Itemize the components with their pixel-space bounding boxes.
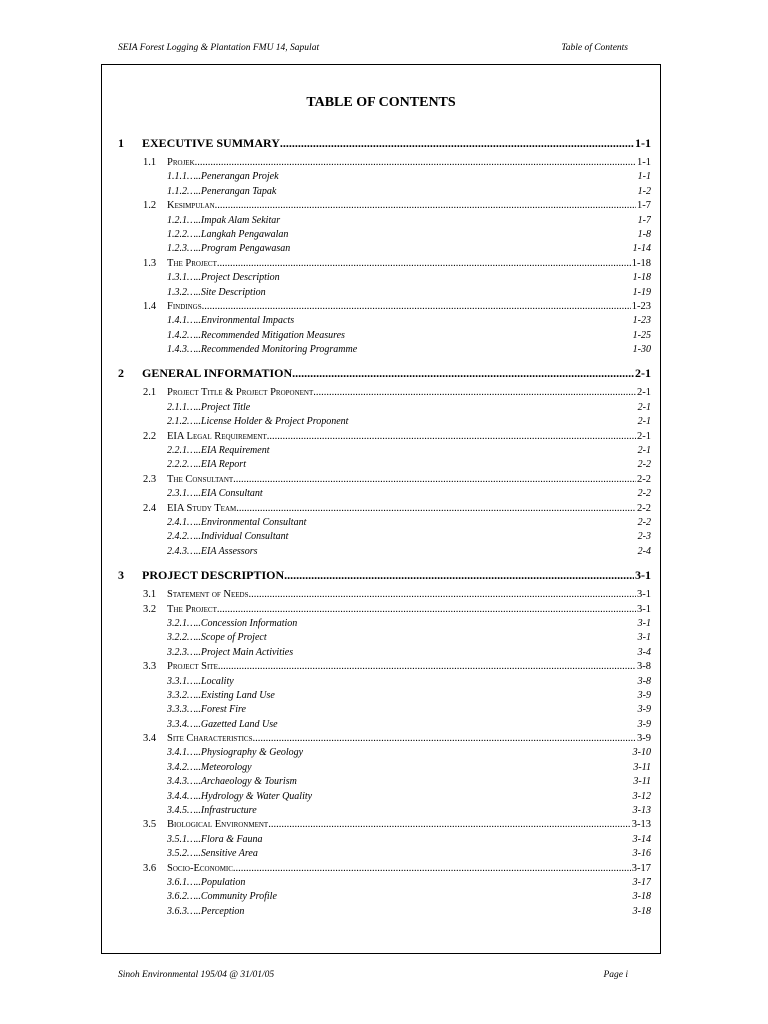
subsection-title: EIA Study Team: [167, 502, 237, 514]
subsection-number: 3.6: [143, 862, 157, 874]
item-title: 3.2.2…..Scope of Project: [167, 632, 267, 644]
item-title: 3.4.4…..Hydrology & Water Quality: [167, 790, 313, 802]
item-page: 3-9: [637, 718, 651, 730]
toc-item[interactable]: [118, 746, 651, 760]
page-footer: [118, 970, 628, 984]
section-number: 1: [118, 136, 124, 150]
toc-item[interactable]: [118, 847, 651, 861]
item-page: 1-18: [632, 272, 651, 284]
toc-subsection-2-1[interactable]: [118, 386, 651, 400]
subsection-page: 1-1: [637, 157, 651, 168]
dot-leader: [249, 588, 637, 602]
table-of-contents: [118, 133, 651, 919]
toc-subsection-3-2[interactable]: [118, 603, 651, 617]
item-title: 1.1.1…..Penerangan Projek: [167, 171, 279, 183]
toc-item[interactable]: [118, 401, 651, 415]
toc-item[interactable]: [118, 890, 651, 904]
subsection-page: 3-1: [637, 603, 651, 615]
header-document-title: SEIA Forest Logging & Plantation FMU 14, Sapulat: [118, 43, 320, 53]
toc-subsection-2-2[interactable]: [118, 430, 651, 444]
toc-item[interactable]: [118, 689, 651, 703]
subsection-title: The Project: [167, 257, 217, 269]
item-page: 2-1: [637, 416, 651, 428]
toc-title: TABLE OF CONTENTS: [306, 95, 456, 110]
subsection-number: 1.1: [143, 157, 157, 168]
item-title: 2.4.2…..Individual Consultant: [167, 531, 289, 543]
subsection-page: 1-23: [631, 300, 651, 312]
item-title: 2.4.1…..Environmental Consultant: [167, 516, 307, 528]
subsection-page: 3-1: [637, 589, 651, 601]
item-page: 1-14: [632, 243, 651, 255]
subsection-page: 3-9: [637, 733, 651, 745]
item-page: 3-11: [633, 776, 651, 788]
dot-leader: [233, 473, 636, 487]
item-title: 3.4.2…..Meteorology: [167, 761, 252, 773]
header-section-name: Table of Contents: [561, 43, 628, 53]
toc-item[interactable]: [118, 761, 651, 775]
dot-leader: [195, 156, 636, 170]
item-page: 2-1: [637, 445, 651, 457]
subsection-page: 3-13: [631, 819, 651, 831]
subsection-page: 3-8: [637, 661, 651, 673]
item-title: 3.4.3…..Archaeology & Tourism: [167, 776, 297, 788]
subsection-number: 3.1: [143, 589, 157, 601]
item-title: 2.1.2…..License Holder & Project Proponent: [167, 416, 349, 428]
dot-leader: [233, 862, 631, 876]
toc-item[interactable]: [118, 343, 651, 357]
toc-subsection-3-6[interactable]: [118, 862, 651, 876]
subsection-number: 2.2: [143, 430, 157, 442]
item-title: 1.4.1…..Environmental Impacts: [167, 315, 295, 327]
item-title: 3.3.1…..Locality: [167, 675, 234, 687]
item-page: 1-8: [637, 228, 651, 240]
subsection-number: 3.5: [143, 819, 157, 831]
toc-subsection-1-3[interactable]: [118, 257, 651, 271]
item-page: 3-12: [632, 790, 651, 802]
section-number: 3: [118, 568, 124, 583]
toc-subsection-3-4[interactable]: [118, 732, 651, 746]
item-title: 3.3.4…..Gazetted Land Use: [167, 718, 278, 730]
toc-item[interactable]: [118, 833, 651, 847]
toc-item[interactable]: [118, 790, 651, 804]
item-title: 2.2.2…..EIA Report: [167, 459, 246, 471]
toc-item[interactable]: [118, 170, 651, 184]
toc-item[interactable]: [118, 718, 651, 732]
subsection-title: Findings: [167, 300, 202, 312]
item-page: 2-3: [637, 531, 651, 543]
item-page: 1-7: [637, 214, 651, 226]
item-title: 3.4.5…..Infrastructure: [167, 805, 257, 817]
footer-reference: Sinoh Environmental 195/04 @ 31/01/05: [118, 970, 275, 980]
subsection-title: Projek: [167, 157, 195, 168]
item-title: 3.2.3…..Project Main Activities: [167, 646, 294, 658]
section-page: 3-1: [635, 568, 651, 583]
subsection-number: 1.2: [143, 200, 157, 212]
dot-leader: [267, 430, 636, 444]
section-page: 2-1: [635, 366, 651, 381]
toc-subsection-1-4[interactable]: [118, 300, 651, 314]
item-title: 2.3.1…..EIA Consultant: [167, 488, 263, 500]
toc-item[interactable]: [118, 617, 651, 631]
subsection-page: 2-1: [637, 387, 651, 399]
item-title: 3.5.2…..Sensitive Area: [167, 848, 258, 860]
item-page: 3-1: [637, 632, 651, 644]
toc-item[interactable]: [118, 228, 651, 242]
toc-item[interactable]: [118, 415, 651, 429]
item-page: 3-8: [637, 675, 651, 687]
subsection-title: EIA Legal Requirement: [167, 430, 267, 442]
subsection-title: Socio-Economic: [167, 862, 233, 874]
item-page: 1-30: [632, 344, 651, 356]
item-page: 3-17: [632, 876, 651, 888]
dot-leader: [217, 603, 636, 617]
item-title: 3.6.3…..Perception: [167, 905, 245, 917]
toc-item[interactable]: [118, 646, 651, 660]
page-header: [118, 43, 628, 57]
toc-item[interactable]: [118, 775, 651, 789]
toc-section-3[interactable]: [118, 567, 651, 583]
toc-subsection-2-4[interactable]: [118, 502, 651, 516]
toc-item[interactable]: [118, 458, 651, 472]
section-title: EXECUTIVE SUMMARY: [142, 136, 280, 150]
subsection-page: 1-18: [631, 257, 651, 269]
item-page: 3-4: [637, 646, 651, 658]
toc-item[interactable]: [118, 214, 651, 228]
subsection-number: 2.1: [143, 387, 157, 399]
toc-subsection-3-5[interactable]: [118, 818, 651, 832]
subsection-number: 3.4: [143, 733, 157, 745]
item-page: 1-23: [632, 315, 651, 327]
item-title: 3.3.3…..Forest Fire: [167, 704, 246, 716]
item-page: 2-1: [637, 401, 651, 413]
item-page: 3-14: [632, 833, 651, 845]
toc-item[interactable]: [118, 530, 651, 544]
dot-leader: [252, 732, 636, 746]
subsection-title: The Project: [167, 603, 217, 615]
item-title: 1.2.1…..Impak Alam Sekitar: [167, 214, 281, 226]
toc-item[interactable]: [118, 444, 651, 458]
toc-item[interactable]: [118, 631, 651, 645]
item-title: 1.1.2…..Penerangan Tapak: [167, 185, 277, 197]
subsection-page: 1-7: [637, 200, 651, 212]
toc-subsection-1-1[interactable]: [118, 156, 651, 170]
item-page: 3-9: [637, 689, 651, 701]
toc-section-2[interactable]: [118, 365, 651, 381]
subsection-number: 2.4: [143, 502, 157, 514]
item-page: 2-2: [637, 488, 651, 500]
toc-item[interactable]: [118, 286, 651, 300]
subsection-title: Biological Environment: [167, 819, 269, 831]
item-title: 2.2.1…..EIA Requirement: [167, 445, 270, 457]
subsection-page: 2-2: [637, 473, 651, 485]
toc-subsection-2-3[interactable]: [118, 473, 651, 487]
subsection-page: 2-2: [637, 502, 651, 514]
item-page: 3-16: [632, 848, 651, 860]
toc-subsection-3-1[interactable]: [118, 588, 651, 602]
item-title: 3.4.1…..Physiography & Geology: [167, 747, 304, 759]
item-page: 3-1: [637, 617, 651, 629]
item-title: 1.4.3…..Recommended Monitoring Programme: [167, 344, 358, 356]
subsection-title: Site Characteristics: [167, 733, 253, 745]
item-title: 3.6.1…..Population: [167, 876, 246, 888]
toc-item[interactable]: [118, 487, 651, 501]
subsection-page: 2-1: [637, 430, 651, 442]
item-title: 2.4.3…..EIA Assessors: [167, 545, 258, 557]
dot-leader: [202, 300, 631, 314]
item-title: 1.3.2…..Site Description: [167, 286, 266, 298]
subsection-number: 3.2: [143, 603, 157, 615]
subsection-page: 3-17: [631, 862, 651, 874]
toc-item[interactable]: [118, 185, 651, 199]
item-title: 3.5.1…..Flora & Fauna: [167, 833, 263, 845]
item-page: 3-18: [632, 905, 651, 917]
item-page: 2-4: [637, 545, 651, 557]
toc-subsection-1-2[interactable]: [118, 199, 651, 213]
item-page: 3-11: [633, 761, 651, 773]
toc-item[interactable]: [118, 516, 651, 530]
dot-leader: [292, 365, 634, 381]
toc-item[interactable]: [118, 545, 651, 559]
dot-leader: [236, 502, 636, 516]
subsection-number: 1.3: [143, 257, 157, 269]
subsection-title: Project Title & Project Proponent: [167, 387, 314, 399]
section-title: GENERAL INFORMATION: [142, 366, 293, 381]
subsection-title: Project Site: [167, 661, 218, 673]
subsection-title: The Consultant: [167, 473, 234, 485]
toc-item[interactable]: [118, 703, 651, 717]
item-page: 3-13: [632, 805, 651, 817]
toc-section-1[interactable]: [118, 135, 651, 151]
item-title: 1.2.2…..Langkah Pengawalan: [167, 228, 289, 240]
dot-leader: [215, 199, 636, 213]
item-page: 1-2: [637, 185, 651, 197]
item-page: 3-9: [637, 704, 651, 716]
item-title: 2.1.1…..Project Title: [167, 401, 251, 413]
item-page: 2-2: [637, 459, 651, 471]
dot-leader: [268, 818, 631, 832]
item-page: 1-19: [632, 286, 651, 298]
toc-item[interactable]: [118, 242, 651, 256]
toc-item[interactable]: [118, 314, 651, 328]
dot-leader: [313, 386, 636, 400]
toc-item[interactable]: [118, 905, 651, 919]
dot-leader: [217, 257, 631, 271]
subsection-number: 3.3: [143, 661, 157, 673]
toc-item[interactable]: [118, 804, 651, 818]
item-title: 3.2.1…..Concession Information: [167, 617, 298, 629]
footer-page-number: Page i: [603, 970, 628, 980]
toc-item[interactable]: [118, 876, 651, 890]
section-page: 1-1: [635, 136, 651, 150]
item-title: 3.6.2…..Community Profile: [167, 891, 277, 903]
item-page: 2-2: [637, 516, 651, 528]
subsection-number: 2.3: [143, 473, 157, 485]
subsection-title: Statement of Needs: [167, 589, 249, 601]
item-title: 1.2.3…..Program Pengawasan: [167, 243, 291, 255]
section-title: PROJECT DESCRIPTION: [142, 568, 285, 583]
dot-leader: [284, 567, 634, 583]
item-page: 3-10: [632, 747, 651, 759]
toc-item[interactable]: [118, 329, 651, 343]
dot-leader: [218, 660, 636, 674]
item-page: 1-1: [637, 171, 651, 183]
dot-leader: [280, 135, 634, 151]
item-page: 1-25: [632, 329, 651, 341]
item-title: 3.3.2…..Existing Land Use: [167, 689, 275, 701]
toc-item[interactable]: [118, 675, 651, 689]
item-title: 1.4.2…..Recommended Mitigation Measures: [167, 329, 345, 341]
section-number: 2: [118, 366, 124, 381]
item-title: 1.3.1…..Project Description: [167, 272, 280, 284]
toc-subsection-3-3[interactable]: [118, 660, 651, 674]
subsection-number: 1.4: [143, 300, 157, 312]
item-page: 3-18: [632, 891, 651, 903]
toc-item[interactable]: [118, 271, 651, 285]
subsection-title: Kesimpulan: [167, 200, 215, 212]
